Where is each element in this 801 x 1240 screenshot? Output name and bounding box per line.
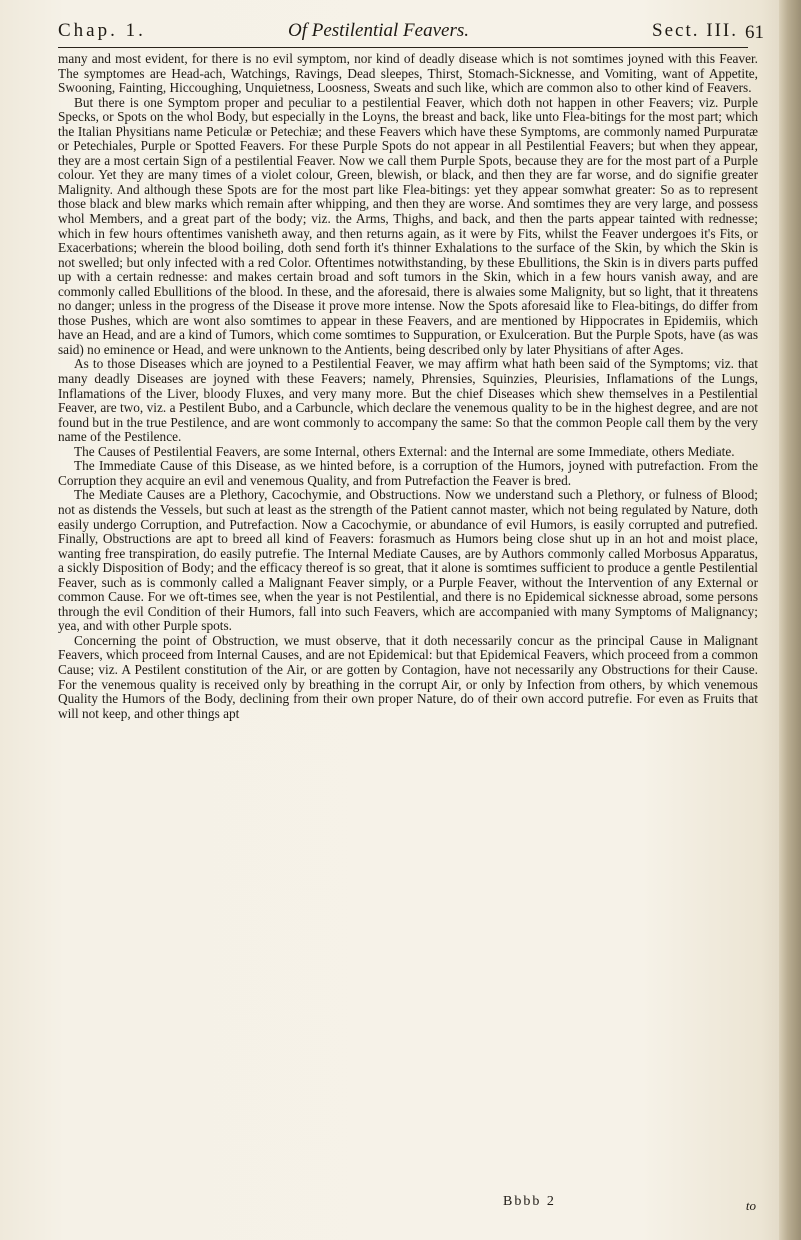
- body-text: [58, 52, 758, 721]
- paragraph: many and most evident, for there is no evil symptom, nor kind of deadly disease which is not somtimes joyned with this Feaver. The symptomes are Head-ach, Watchings, Ravings, Dead sleepes, Thirst, Stomach-Sicknesse, and Vomiting, want of Appetite, Swooning, Fainting, Hiccoughing, Unquietness, Loosness, Sweats and such like, which are common also to other kind of Feavers.: [58, 51, 758, 96]
- paragraph: The Causes of Pestilential Feavers, are some Internal, others External: and the Internal are some Immediate, others Mediate.: [74, 443, 735, 459]
- running-header: [58, 20, 764, 46]
- catchword: to: [745, 1198, 756, 1213]
- paragraph: As to those Diseases which are joyned to a Pestilential Feaver, we may affirm what hath been said of the Symptoms; viz. that many deadly Diseases are joyned with these Feavers; namely, Phrensies, Squinzies, Pleurisies, Inflamations of the Lungs, Inflamations of the Liver, bloody Fluxes, and very many more. But the chief Diseases which shew themselves in a Pestilential Feaver, are two, viz. a Pestilent Bubo, and a Carbuncle, which declare the venemous quality to be in the highest degree, and are not found but in the true Pestilence, and are wont commonly to accompany the same: So that the common People call them by the very name of the Pestilence.: [58, 356, 758, 445]
- paragraph: But there is one Symptom proper and peculiar to a pestilential Feaver, which doth not happen in other Feavers; viz. Purple Specks, or Spots on the whol Body, but especially in the Loyns, the breast and back, like unto Flea-bitings for the most part; which the Italian Physitians name Peticulæ or Petechiæ; and these Feavers which have these Symptoms, are commonly named Purpuratæ or Petechiales, Purple or Spotted Feavers. For these Purple Spots do not appear in all Pestilential Feavers; but when they appear, they are a most certain Sign of a pestilential Feaver. Now we call them Purple Spots, because they are for the most part of a Purple colour. Yet they are many times of a violet colour, Green, blewish, or black, and then they are far worse, and do signifie greater Malignity. And although these Spots are for the most part like Flea-bitings: yet they appear somwhat greater: So as to represent those black and blew marks which remain after whipping, and then they are worse. And somtimes they are very large, and possess whol Members, and a great part of the body; viz. the Arms, Thighs, and back, and then the parts appear tainted with rednesse; which in few hours oftentimes vanisheth away, and then returns again, as it were by Fits, whilst the Feaver undergoes it's Fits, or Exacerbations; wherein the blood boiling, doth send forth it's thinner Exhalations to the surface of the Skin, by which the Skin is not swelled; but only infected with a red Color. Oftentimes notwithstanding, by these Ebullitions, the Skin is in divers parts puffed up with a certain rednesse: and makes certain broad and soft tumors in the Skin, which in a few hours vanish away, and are commonly called Ebullitions of the blood. In these, and the aforesaid, there is alwaies some Malignity, but so light, that it threatens no danger; unless in the progress of the Disease it prove more intense. Now the Spots aforesaid like to Flea-bitings, do differ from those Pushes, which are wont also somtimes to appear in these Feavers, and are mentioned by Hippocrates in Epidemiis, which have an Head, and are a kind of Tumors, which come somtimes to Suppuration, or Exulceration. But the Purple Spots, have (as was said) no eminence or Head, and were unknown to the Antients, being described only by later Physitians of after Ages.: [58, 94, 758, 357]
- section-label: Sect. III.: [652, 20, 738, 41]
- chapter-label: Chap. 1.: [58, 20, 146, 41]
- paragraph: The Mediate Causes are a Plethory, Cacochymie, and Obstructions. Now we understand such a Plethory, or fulness of Blood; not as distends the Vessels, but such at least as the strength of the Patient cannot master, which not being regulated by Nature, doth easily undergo Corruption, and Putrefaction. Now a Cacochymie, or abundance of evil Humors, is easily corrupted and putrefied. Finally, Obstructions are apt to breed all kind of Feavers: forasmuch as Humors being close shut up in an hot and moist place, wanting free transpiration, do easily putrefie. The Internal Mediate Causes, are by Authors commonly called Morbosus Apparatus, a sickly Disposition of Body; and the efficacy thereof is so great, that it alone is somtimes sufficient to produce a gentle Pestilential Feaver, such as is commonly called a Malignant Feaver simply, or a Purple Feaver, without the Intervention of any External or common Cause. For we oft-times see, when the year is not Pestilential, and there is no Epidemical sicknesse abroad, some persons through the evil Condition of their Humors, fall into such Feavers, which are accompanied with many Symptoms of Malignancy; yea, and with other Purple spots.: [58, 487, 758, 634]
- paragraph: The Immediate Cause of this Disease, as we hinted before, is a corruption of the Humors, joyned with putrefaction. From the Corruption they acquire an evil and venemous Quality, and from Putrefaction the Feaver is bred.: [58, 458, 758, 488]
- page-number: 61: [745, 22, 764, 43]
- signature-mark: Bbbb 2: [503, 1194, 556, 1209]
- running-title: Of Pestilential Feavers.: [288, 20, 469, 41]
- book-spine-edge: [779, 0, 801, 1240]
- paragraph: Concerning the point of Obstruction, we must observe, that it doth necessarily concur as the principal Cause in Malignant Feavers, which proceed from Internal Causes, and are not Epidemical: but that Epidemical Feavers, which proceed from a common Cause; viz. A Pestilent constitution of the Air, or are gotten by Contagion, have not necessarily any Obstructions for their Cause. For the venemous quality is received only by breathing in the corrupt Air, or only by Infection from others, by which venemous Quality the Humors of the Body, declining from their own proper Nature, do of their own accord putrefie. For even as Fruits that will not keep, and other things apt: [58, 632, 758, 721]
- header-rule: [58, 47, 748, 48]
- page-footer: [58, 1194, 758, 1214]
